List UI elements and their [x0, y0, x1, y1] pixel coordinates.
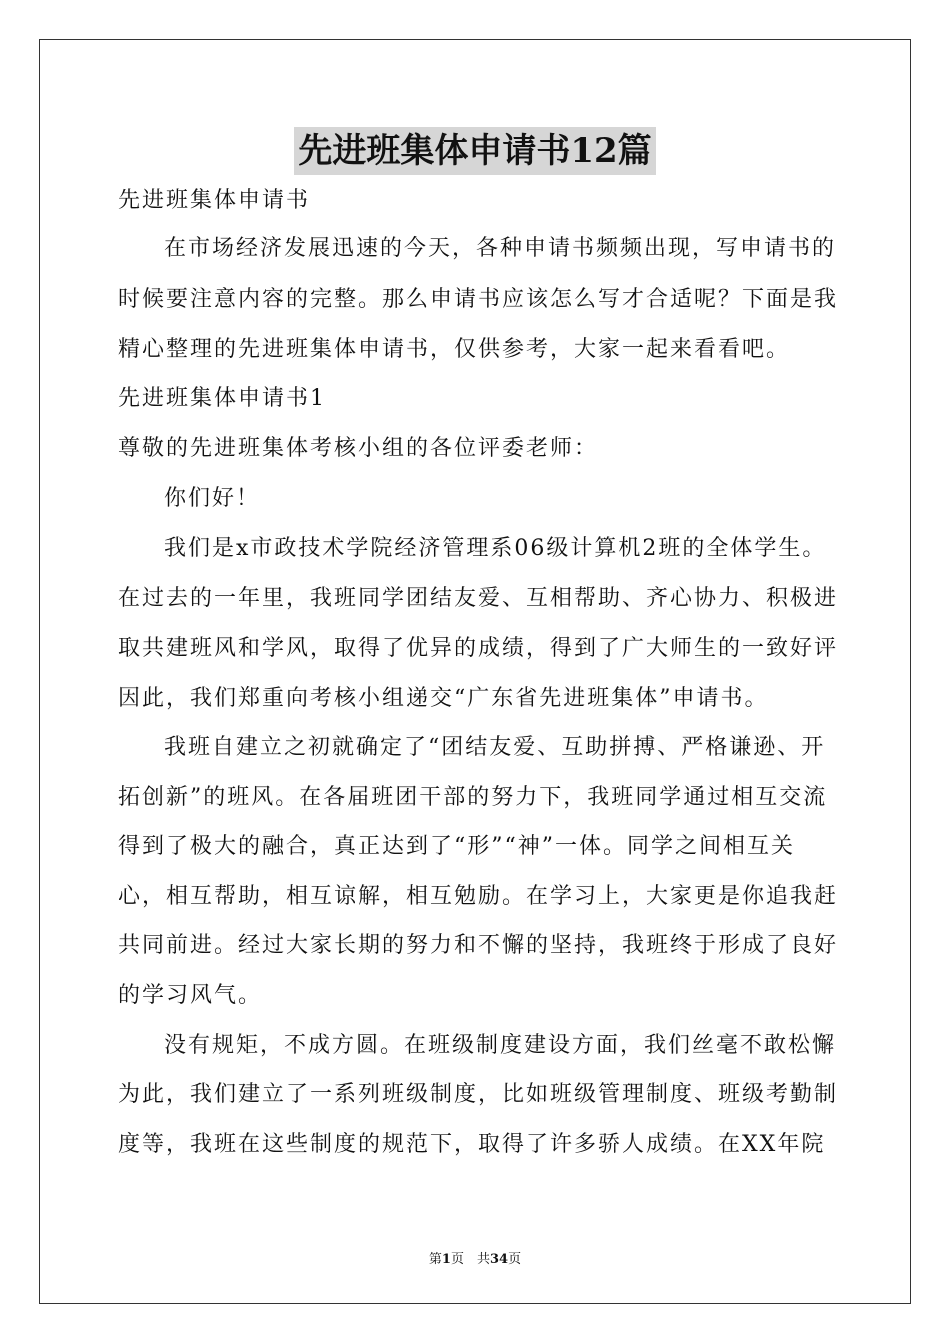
paragraph-line: 精心整理的先进班集体申请书，仅供参考，大家一起来看看吧。: [118, 337, 791, 362]
page-footer: [0, 1248, 950, 1267]
paragraph-line: 没有规矩，不成方圆。在班级制度建设方面，我们丝毫不敢松懈: [164, 1033, 837, 1058]
footer-middle: 页 共: [450, 1252, 490, 1267]
footer-total-pages: 34: [489, 1252, 509, 1267]
subtitle-line: 先进班集体申请书: [118, 188, 311, 213]
paragraph-line: 在过去的一年里，我班同学团结友爱、互相帮助、齐心协力、积极进: [118, 586, 839, 611]
greeting-line: 你们好！: [164, 486, 261, 511]
paragraph-line: 因此，我们郑重向考核小组递交“广东省先进班集体”申请书。: [118, 686, 769, 711]
paragraph-line: 我班自建立之初就确定了“团结友爱、互助拼搏、严格谦逊、开: [164, 735, 826, 760]
page-border: [39, 39, 911, 1304]
footer-page-number: 1: [441, 1252, 451, 1267]
title-container: [0, 127, 950, 175]
paragraph-line: 为此，我们建立了一系列班级制度，比如班级管理制度、班级考勤制: [118, 1082, 839, 1107]
paragraph-line: 心，相互帮助，相互谅解，相互勉励。在学习上，大家更是你追我赶: [118, 884, 839, 909]
paragraph-line: 时候要注意内容的完整。那么申请书应该怎么写才合适呢？下面是我: [118, 287, 839, 312]
paragraph-line: 得到了极大的融合，真正达到了“形”“神”一体。同学之间相互关: [118, 834, 795, 859]
footer-suffix: 页: [508, 1252, 522, 1267]
document-title: 先进班集体申请书12篇: [294, 127, 655, 175]
section-heading: 先进班集体申请书1: [118, 386, 326, 411]
paragraph-line: 在市场经济发展迅速的今天，各种申请书频频出现，写申请书的: [164, 236, 837, 261]
footer-prefix: 第: [428, 1252, 442, 1267]
paragraph-line: 共同前进。经过大家长期的努力和不懈的坚持，我班终于形成了良好: [118, 933, 839, 958]
paragraph-line: 我们是x市政技术学院经济管理系06级计算机2班的全体学生。: [164, 536, 827, 561]
salutation-line: 尊敬的先进班集体考核小组的各位评委老师：: [118, 436, 599, 461]
paragraph-line: 的学习风气。: [118, 983, 263, 1008]
paragraph-line: 度等，我班在这些制度的规范下，取得了许多骄人成绩。在XX年院: [118, 1132, 826, 1157]
paragraph-line: 拓创新”的班风。在各届班团干部的努力下，我班同学通过相互交流: [118, 785, 828, 810]
paragraph-line: 取共建班风和学风，取得了优异的成绩，得到了广大师生的一致好评: [118, 636, 839, 661]
